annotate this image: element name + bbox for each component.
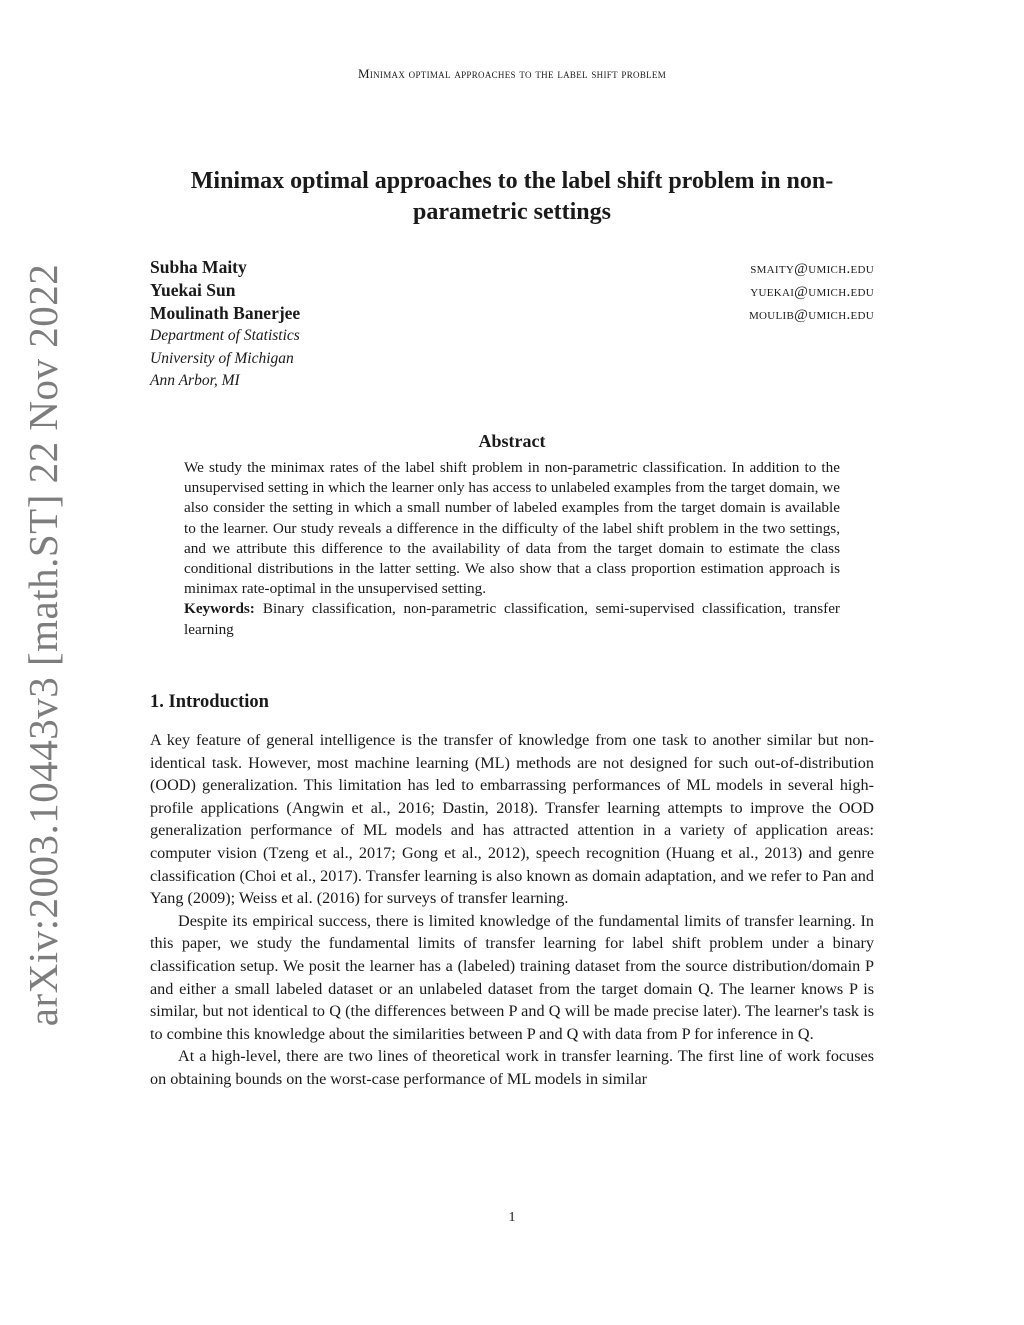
author-email: yuekai@umich.edu: [750, 284, 874, 300]
author-block: [150, 256, 874, 393]
affiliation-university: University of Michigan: [150, 349, 294, 367]
arxiv-stamp: [8, 263, 78, 1027]
arxiv-identifier: arXiv:2003.10443v3 [math.ST] 22 Nov 2022: [20, 263, 67, 1027]
running-head: Minimax optimal approaches to the label shift problem: [357, 66, 667, 81]
paper-title: Minimax optimal approaches to the label shift problem in non-parametric settings: [190, 168, 834, 225]
author-row: [150, 279, 874, 302]
section-heading-introduction: 1. Introduction: [150, 692, 269, 712]
intro-paragraph: A key feature of general intelligence is the transfer of knowledge from one task to another similar but non-identical task. However, most machine learning (ML) methods are not designed for such out-of-distribution (OOD) generalization. This limitation has led to embarrassing performances of ML models in several high-profile applications (Angwin et al., 2016; Dastin, 2018). Transfer learning attempts to improve the OOD generalization performance of ML models and has attracted attention in a variety of application areas: computer vision (Tzeng et al., 2017; Gong et al., 2012), speech recognition (Huang et al., 2013) and genre classification (Choi et al., 2017). Transfer learning is also known as domain adaptation, and we refer to Pan and Yang (2009); Weiss et al. (2016) for surveys of transfer learning.: [150, 731, 874, 908]
keywords: [184, 599, 840, 639]
page-number: 1: [508, 1210, 516, 1225]
author-name: Subha Maity: [150, 257, 247, 277]
author-email: moulib@umich.edu: [748, 307, 874, 323]
keywords-list: Binary classification, non-parametric classification, semi-supervised classification, transfer learning: [184, 600, 840, 638]
abstract-text: We study the minimax rates of the label shift problem in non-parametric classification. In addition to the unsupervised setting in which the learner only has access to unlabeled examples from the target domain, we also consider the setting in which a small number of labeled examples from the target domain is available to the learner. Our study reveals a difference in the difficulty of the label shift problem in the two settings, and we attribute this difference to the availability of data from the target domain to estimate the class conditional distributions in the latter setting. We also show that a class proportion estimation approach is minimax rate-optimal in the unsupervised setting.: [184, 459, 840, 598]
abstract-block: [184, 458, 840, 640]
introduction-body: [150, 729, 874, 1091]
keywords-label: Keywords:: [184, 600, 255, 618]
affiliation-location: Ann Arbor, MI: [150, 372, 240, 389]
intro-paragraph: Despite its empirical success, there is limited knowledge of the fundamental limits of transfer learning. In this paper, we study the fundamental limits of transfer learning for label shift problem under a binary classification setup. We posit the learner has a (labeled) training dataset from the source distribution/domain P and either a small labeled dataset or an unlabeled dataset from the target domain Q. The learner knows P is similar, but not identical to Q (the differences between P and Q will be made precise later). The learner's task is to combine this knowledge about the similarities between P and Q with data from P for inference in Q.: [150, 911, 874, 1043]
author-row: [150, 256, 874, 279]
author-row: [150, 302, 874, 325]
abstract-heading: Abstract: [478, 431, 546, 451]
author-name: Yuekai Sun: [150, 280, 236, 300]
author-email: smaity@umich.edu: [750, 261, 874, 277]
intro-paragraph: At a high-level, there are two lines of theoretical work in transfer learning. The first line of work focuses on obtaining bounds on the worst-case performance of ML models in similar: [150, 1047, 874, 1088]
affiliation-department: Department of Statistics: [150, 327, 300, 344]
author-name: Moulinath Banerjee: [150, 303, 301, 323]
